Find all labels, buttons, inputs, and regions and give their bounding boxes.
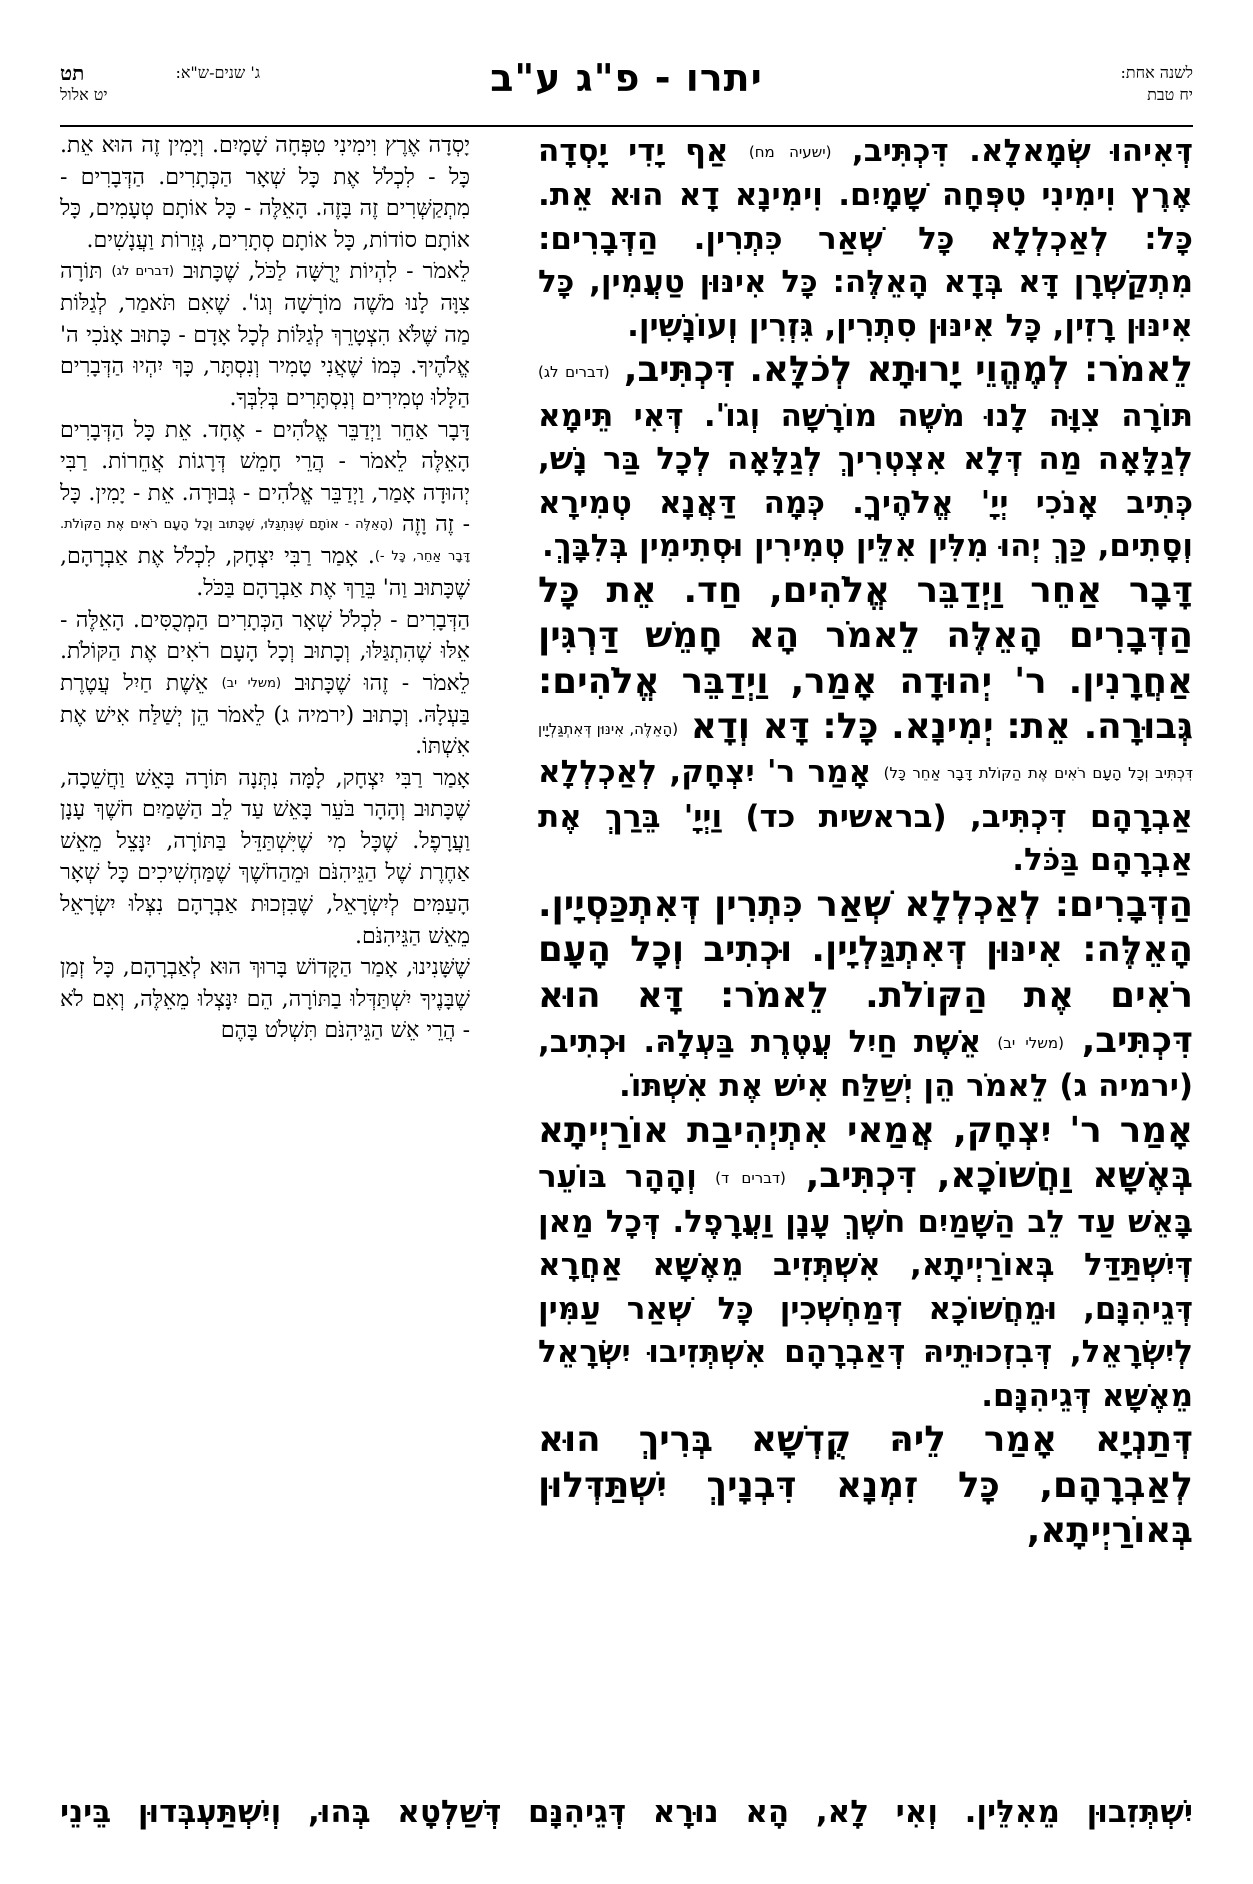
page-number: תט (60, 61, 85, 85)
main-paragraph: הַדְּבָרִים: לְאַכְלְלָא שְׁאַר כִּתְרִין דְּאִתְכַּסְיָין. הָאֵלֶּה: אִינּוּן דְּאִתְגַּלְיָין. וּכְתִיב וְכָל הָעָם רֹאִים אֶת הַקּוֹלֹת. לֵאמֹר: דָּא הוּא דִּכְתִּיב, (משלי יב) אֵשֶׁת חַיִל עֲטֶרֶת בַּעְלָהּ. וּכְתִיב, (ירמיה ג) לֵאמֹר הֵן יְשַׁלַּח אִישׁ אֶת אִשְׁתּוֹ. (538, 883, 1193, 1105)
main-text-column (538, 130, 1193, 1800)
header-one-year-date: יח טבת (1147, 85, 1193, 104)
translation-paragraph: דָּבָר אַחֵר וַיְדַבֵּר אֱלֹהִים - אֶחָד. אֵת כָּל הַדְּבָרִים הָאֵלֶּה לֵאמֹר - הֲרֵי חָמֵשׁ דְּרָגוֹת אֲחֵרוֹת. רַבִּי יְהוּדָה אָמַר, וַיְדַבֵּר אֱלֹהִים - גְּבוּרָה. אֵת - יָמִין. כָּל - זֶה וָזֶה (הָאֵלֶּה - אוֹתָם שֶׁנִּתְגַּלּוּ, שֶׁכָּתוּב וְכָל הָעָם רֹאִים אֶת הַקּוֹלֹת. דָּבָר אַחֵר, כָּל -). אָמַר רַבִּי יִצְחָק, לִכְלֹל אֶת אַבְרָהָם, שֶׁכָּתוּב וַה' בֵּרַךְ אֶת אַבְרָהָם בַּכֹּל. (60, 417, 470, 601)
translation-column (60, 130, 470, 1742)
main-paragraph: אָמַר ר' יִצְחָק, אֲמַאי אִתְיְהִיבַת אוֹרַיְיתָא בְּאֶשָּׁא וַחֲשׁוֹכָא, דִּכְתִּיב, (דברים ד) וְהָהָר בּוֹעֵר בָּאֵשׁ עַד לֵב הַשָּׁמַיִם חֹשֶׁךְ עָנָן וַעֲרָפֶל. דְּכָל מַאן דְּיִשְׁתַּדַּל בְּאוֹרַיְיתָא, אִשְׁתְּזִיב מֵאֶשָּׁא אַחֲרָא דְּגֵיהִנָּם, וּמֵחֲשׁוֹכָא דְּמַחְשְׁכִין כָּל שְׁאַר עַמִּין לְיִשְׂרָאֵל, דְּבִזְכוּתֵיהּ דְּאַבְרָהָם אִשְׁתְּזִיבוּ יִשְׂרָאֵל מֵאֶשָּׁא דְּגֵיהִנָּם. (538, 1109, 1193, 1414)
header-three-years-date: יט אלול (60, 85, 108, 104)
page-title: יתרו - פ"ג ע"ב (490, 56, 763, 100)
main-paragraph: דָּבָר אַחֵר וַיְדַבֵּר אֱלֹהִים, חַד. אֵת כָּל הַדְּבָרִים הָאֵלֶּה לֵאמֹר הָא חָמֵשׁ דַּרְגִּין אַחֲרָנִין. ר' יְהוּדָה אָמַר, וַיְדַבֵּר אֱלֹהִים: גְּבוּרָה. אֵת: יְמִינָא. כָּל: דָּא וְדָא (הָאֵלֶּה, אִינּוּן דְּאִתְגַּלְיָין דִּכְתִּיב וְכָל הָעָם רֹאִים אֶת הַקּוֹלֹת דָּבָר אַחֵר כָּל) אָמַר ר' יִצְחָק, לְאַכְלְלָא אַבְרָהָם דִּכְתִּיב, (בראשית כד) וַיְיָ' בֵּרַךְ אֶת אַבְרָהָם בַּכֹּל. (538, 569, 1193, 878)
scripture-reference: (דברים לג) (111, 264, 175, 280)
header-three-years-label: ג' שנים-ש"א: (175, 63, 260, 82)
main-text-continuation-line: יִשְׁתְּזִבוּן מֵאִלֵּין. וְאִי לָא, הָא נוּרָא דְּגֵיהִנָּם דְּשַׁלְטָא בְּהוּ, וְיִשְׁתַּעְבְּדוּן בֵּינֵי (60, 1794, 1193, 1830)
translation-paragraph: הַדְּבָרִים - לִכְלֹל שְׁאָר הַכְּתָרִים הַמְכֻסִּים. הָאֵלֶּה - אֵלּוּ שֶׁהִתְגַּלּוּ, וְכָתוּב וְכָל הָעָם רֹאִים אֶת הַקּוֹלֹת. לֵאמֹר - זֶהוּ שֶׁכָּתוּב (משלי יב) אֵשֶׁת חַיִל עֲטֶרֶת בַּעְלָהּ. וְכָתוּב (ירמיה ג) לֵאמֹר הֵן יְשַׁלַּח אִישׁ אֶת אִשְׁתּוֹ. (60, 607, 470, 760)
header-schedule-one-year (1120, 62, 1193, 106)
translation-paragraph: שֶׁשָּׁנִינוּ, אָמַר הַקָּדוֹשׁ בָּרוּךְ הוּא לְאַבְרָהָם, כָּל זְמַן שֶׁבָּנֶיךָ יִשְׁתַּדְּלוּ בַתּוֹרָה, הֵם יִנָּצְלוּ מֵאֵלֶּה, וְאִם לֹא - הֲרֵי אֵשׁ הַגֵּיהִנֹּם תִּשְׁלֹט בָּהֶם (60, 955, 470, 1044)
main-paragraph: לֵאמֹר: לְמֶהֱוֵי יָרוּתָא לְכֹלָּא. דִּכְתִּיב, (דברים לג) תּוֹרָה צִוָּה לָנוּ מֹשֶׁה מוֹרָשָׁה וְגוֹ'. דְּאִי תֵּימָא לְגַלָּאָה מַה דְּלָא אִצְטְרִיךְ לְגַלָּאָה לְכָל בַּר נָשׁ, כְּתִיב אָנֹכִי יְיָ' אֱלֹהֶיךָ. כְּמָה דַּאֲנָא טְמִירָא וְסָתִים, כַּךְ יְהוּ מִלִּין אִלֵּין טְמִירִין וּסְתִימִין בְּלִבָּךְ. (538, 349, 1193, 564)
translation-paragraph: לֵאמֹר - לִהְיוֹת יְרֻשָּׁה לַכֹּל, שֶׁכָּתוּב (דברים לג) תּוֹרָה צִוָּה לָנוּ מֹשֶׁה מוֹרָשָׁה וְגוֹ'. שֶׁאִם תֹּאמַר, לְגַלּוֹת מַה שֶּׁלֹּא הִצְטָרֵךְ לְגַלּוֹת לְכָל אָדָם - כָּתוּב אָנֹכִי ה' אֱלֹהֶיךָ. כְּמוֹ שֶׁאֲנִי טָמִיר וְנִסְתָּר, כָּךְ יִהְיוּ הַדְּבָרִים הַלָּלוּ טְמִירִים וְנִסְתָּרִים בְּלִבְּךָ. (60, 259, 470, 411)
header-divider (60, 125, 1193, 127)
page-header (60, 56, 1193, 126)
header-schedule-three-years (60, 62, 260, 106)
header-one-year-label: לשנה אחת: (1120, 63, 1193, 82)
scripture-reference: (דברים ד) (715, 1169, 786, 1187)
scripture-reference: (משלי יב) (221, 675, 282, 691)
scripture-reference: (הָאֵלֶּה - אוֹתָם שֶׁנִּתְגַּלּוּ, שֶׁכָּתוּב וְכָל הָעָם רֹאִים אֶת הַקּוֹלֹת. דָּבָר אַחֵר, כָּל -) (60, 517, 470, 565)
scripture-reference: (משלי יב) (997, 1033, 1064, 1052)
scripture-reference: (דברים לג) (538, 363, 610, 381)
translation-paragraph: אָמַר רַבִּי יִצְחָק, לָמָּה נִתְּנָה תּוֹרָה בָּאֵשׁ וַחֲשֵׁכָה, שֶׁכָּתוּב וְהָהָר בֹּעֵר בָּאֵשׁ עַד לֵב הַשָּׁמַיִם חֹשֶׁךְ עָנָן וַעֲרָפֶל. שֶׁכָּל מִי שֶׁיִּשְׁתַּדֵּל בַּתּוֹרָה, יִנָּצֵל מֵאֵשׁ אַחֶרֶת שֶׁל הַגֵּיהִנֹּם וּמֵהַחֹשֶׁךְ שֶׁמַּחְשִׁיכִים כָּל שְׁאָר הָעַמִּים לְיִשְׂרָאֵל, שֶׁבִּזְכוּת אַבְרָהָם נִצְּלוּ יִשְׂרָאֵל מֵאֵשׁ הַגֵּיהִנֹּם. (60, 765, 470, 949)
main-paragraph: דְּתַנְיָא אָמַר לֵיהּ קֻדְשָׁא בְּרִיךְ הוּא לְאַבְרָהָם, כָּל זִמְנָא דִּבְנָיךְ יִשְׁתַּדְּלוּן בְּאוֹרַיְיתָא, (538, 1419, 1193, 1551)
scripture-reference: (הָאֵלֶּה, אִינּוּן דְּאִתְגַּלְיָין דִּכְתִּיב וְכָל הָעָם רֹאִים אֶת הַקּוֹלֹת דָּבָר אַחֵר כָּל) (538, 719, 1193, 782)
main-paragraph: דְּאִיהוּ שְׂמָאלָא. דִּכְתִּיב, (ישעיה מח) אַף יָדִי יָסְדָה אֶרֶץ וִימִינִי טִפְּחָה שָׁמָיִם. וִימִינָא דָא הוּא אֵת. כָּל: לְאַכְלְלָא כָּל שְׁאַר כִּתְרִין. הַדְּבָרִים: מִתְקַשְׁרָן דָּא בְּדָא הָאֵלֶּה: כָּל אִינּוּן טַעֲמִין, כָּל אִינּוּן רָזִין, כָּל אִינּוּן סִתְרִין, גִּזְרִין וְעוֹנָשִׁין. (538, 133, 1193, 344)
translation-paragraph: יָסְדָה אֶרֶץ וִימִינִי טִפְּחָה שָׁמָיִם. וְיָמִין זֶה הוּא אֵת. כָּל - לִכְלֹל אֶת כָּל שְׁאָר הַכְּתָרִים. הַדְּבָרִים - מִתְקַשְּׁרִים זֶה בָּזֶה. הָאֵלֶּה - כָּל אוֹתָם טְעָמִים, כָּל אוֹתָם סוֹדוֹת, כָּל אוֹתָם סְתָרִים, גְּזֵרוֹת וַעֲנָשִׁים. (60, 133, 470, 253)
scripture-reference: (ישעיה מח) (748, 142, 832, 161)
